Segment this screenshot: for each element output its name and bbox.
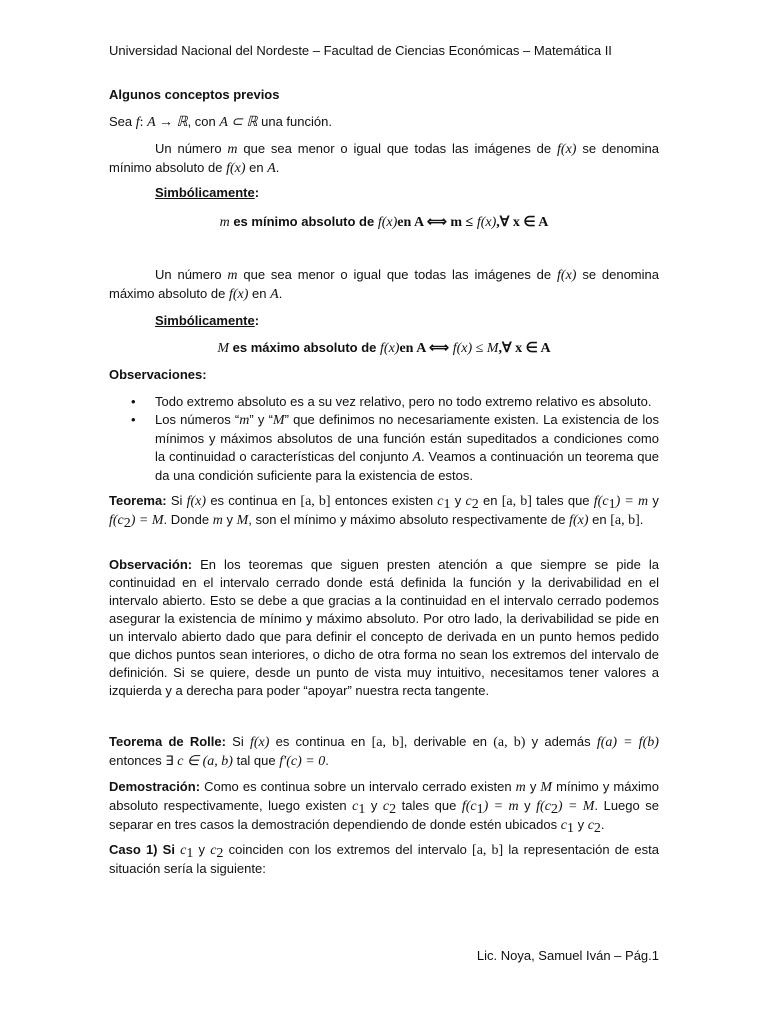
caso1-c2-sub: 2 — [216, 846, 224, 861]
max-formula-forall: ,∀ x ∈ A — [498, 341, 551, 356]
teorema-eq1a: f(c — [593, 494, 609, 509]
demo-c1: c — [352, 799, 359, 814]
teorema-eq1-sub: 1 — [608, 497, 616, 512]
caso1-c2: c — [210, 843, 217, 858]
teorema-p5: . Donde — [163, 512, 210, 527]
observacion-label: Observación: — [109, 557, 193, 572]
bullet-2-A: A — [412, 450, 422, 465]
demo-eq2a: f(c — [536, 799, 551, 814]
teorema-p4: tales que — [536, 493, 590, 508]
demo-m: m — [515, 780, 526, 795]
rolle-p3: , derivable en — [403, 734, 488, 749]
teorema-M: M — [236, 513, 249, 528]
section-title — [109, 86, 659, 104]
observaciones-title — [109, 366, 659, 384]
bullet-1-text: Todo extremo absoluto es a su vez relativo, pero no todo extremo relativo es absoluto. — [155, 394, 652, 409]
teorema-en2: en — [592, 512, 607, 527]
observaciones-title-text: Observaciones: — [109, 367, 207, 382]
simbolicamente-label-2 — [155, 312, 455, 330]
simbolicamente-label-1 — [155, 184, 455, 202]
min-def-fx2: f(x) — [226, 161, 246, 176]
max-def-p2: que sea menor o igual que todas las imágenes de — [243, 267, 552, 282]
bullet-2-c: ” que definimos no necesariamente existen. La existencia de los mínimos y máximos absolutos de una función están supeditados a condiciones como la continuidad o características del conjunto — [155, 412, 659, 464]
caso1-p2: la representación de esta situación sería la siguiente: — [109, 842, 659, 876]
demo-c4: c — [587, 818, 594, 833]
rolle-dot: . — [325, 753, 329, 768]
teorema-ab2: [a, b] — [501, 494, 532, 509]
max-formula-m: M — [217, 341, 230, 356]
teorema-eq2-sub: 2 — [123, 516, 131, 531]
section-title-text: Algunos conceptos previos — [109, 87, 280, 102]
min-formula — [109, 213, 659, 232]
max-formula-en-a: en A ⟺ — [399, 341, 450, 356]
page-footer — [109, 947, 659, 965]
max-def-m: m — [227, 268, 238, 283]
max-def-fx2: f(x) — [228, 287, 249, 302]
teorema-fx2: f(x) — [569, 513, 589, 528]
min-def-fx: f(x) — [557, 142, 577, 157]
max-def-p1: Un número — [155, 267, 222, 282]
teorema-eq1b: ) = m — [615, 494, 649, 509]
teorema-c1-sub: 1 — [443, 497, 451, 512]
max-def-fx: f(x) — [557, 268, 577, 283]
demo-p2: mínimo y máximo absoluto respectivamente, luego existen — [109, 779, 659, 813]
caso1-paragraph — [109, 841, 659, 878]
min-formula-forall: ,∀ x ∈ A — [496, 215, 549, 230]
bullet-2-a: Los números “ — [155, 412, 240, 427]
min-formula-en-a: en A ⟺ m ≤ — [397, 215, 474, 230]
teorema-p2: es continua en — [210, 493, 297, 508]
demo-p1: Como es continua sobre un intervalo cerrado existen — [204, 779, 512, 794]
max-def-dot: . — [278, 286, 283, 301]
max-def-a: A — [270, 287, 279, 302]
rolle-p5: entonces ∃ — [109, 753, 174, 768]
bullet-2-M: M — [272, 413, 285, 428]
rolle-p1: Si — [232, 734, 244, 749]
teorema-eq2a: f(c — [109, 513, 124, 528]
min-def-p3: se denomina mínimo absoluto de — [109, 141, 659, 175]
intro-con: , con — [187, 114, 216, 129]
caso1-p1: coinciden con los extremos del intervalo — [228, 842, 467, 857]
observaciones-list — [109, 393, 659, 485]
max-formula — [109, 339, 659, 358]
demo-c3-sub: 1 — [566, 821, 574, 836]
caso1-ab: [a, b] — [472, 843, 504, 858]
teorema-y2: y — [652, 493, 659, 508]
footer-text: Lic. Noya, Samuel Iván – Pág.1 — [476, 948, 659, 963]
demo-eq2-sub: 2 — [550, 802, 558, 817]
min-definition — [109, 140, 659, 178]
rolle-deriv: f′(c) = 0 — [279, 754, 326, 769]
intro-f: f — [135, 115, 140, 130]
min-def-en: en — [249, 160, 264, 175]
simb-label-text-1: Simbólicamente — [155, 185, 255, 200]
intro-line — [109, 113, 659, 132]
teorema-p3: entonces existen — [334, 493, 434, 508]
rolle-oab: (a, b) — [493, 735, 526, 750]
rolle-paragraph — [109, 733, 659, 771]
intro-colon: : — [139, 115, 144, 130]
max-def-p3: se denomina máximo absoluto de — [109, 267, 659, 301]
demo-eq1b: ) = m — [483, 799, 519, 814]
rolle-fx: f(x) — [249, 735, 270, 750]
min-def-a: A — [267, 161, 276, 176]
rolle-c: c ∈ (a, b) — [177, 754, 233, 769]
teorema-c1: c — [437, 494, 444, 509]
demo-M: M — [540, 780, 553, 795]
demo-eq1a: f(c — [461, 799, 477, 814]
rolle-p6: tal que — [236, 753, 276, 768]
bullet-2-m: m — [239, 413, 250, 428]
demo-eq1-sub: 1 — [476, 802, 484, 817]
intro-una: una función. — [261, 114, 332, 129]
caso1-label: Caso 1) Si — [109, 842, 175, 857]
bullet-2-b: ” y “ — [249, 412, 273, 427]
min-formula-text: es mínimo absoluto de — [233, 214, 375, 229]
intro-subset: A ⊂ ℝ — [219, 115, 258, 130]
min-formula-fx2: f(x) — [476, 215, 497, 230]
teorema-paragraph — [109, 492, 659, 530]
teorema-c2: c — [465, 494, 472, 509]
teorema-fx: f(x) — [186, 494, 207, 509]
simb-label-text-2: Simbólicamente — [155, 313, 255, 328]
demo-c2: c — [382, 799, 390, 814]
teorema-en: en — [482, 493, 498, 508]
intro-map: A → ℝ — [147, 115, 188, 130]
bullet-2-d: . Veamos a continuación un teorema que da una condición suficiente para la existencia de estos. — [155, 449, 659, 483]
rolle-p2: es continua en — [275, 734, 366, 749]
simb-colon-2: : — [254, 313, 260, 328]
demo-y: y — [529, 779, 537, 794]
teorema-label: Teorema: — [109, 493, 167, 508]
simb-colon-1: : — [254, 185, 260, 200]
observacion-paragraph — [109, 556, 659, 700]
min-def-p2: que sea menor o igual que todas las imágenes de — [243, 141, 552, 156]
teorema-p1: Si — [170, 493, 183, 508]
demo-p4: . Luego se separar en tres casos la demostración dependiendo de donde estén ubicados — [109, 798, 659, 832]
min-def-dot: . — [275, 160, 280, 175]
demostracion-paragraph — [109, 778, 659, 835]
demo-p3: tales que — [401, 798, 457, 813]
teorema-eq2b: ) = M — [130, 513, 164, 528]
teorema-ab: [a, b] — [300, 494, 331, 509]
teorema-p6: , son el mínimo y máximo absoluto respectivamente de — [248, 512, 566, 527]
rolle-eq: f(a) = f(b) — [596, 735, 659, 750]
demo-c2-sub: 2 — [389, 802, 397, 817]
max-definition — [109, 266, 659, 304]
observacion-text: En los teoremas que siguen presten atención a que siempre se pide la continuidad en el intervalo cerrado donde está definida la función y la derivabilidad en el intervalo abierto. Esto se debe a que gracias a la continuidad en el intervalo cerrado podemos asegurar la existencia de mínimo y máximo absoluto. Por otro lado, la derivabilidad se pide en un intervalo abierto dado que para definir el concepto de derivada en un punto hemos pedido que dichos puntos sean interiores, o dicho de otra forma no sean los extremos del intervalo de definición. Si se quiere, desde un punto de vista muy intuitivo, necesitamos tener valores a izquierda y a derecha para poder “apoyar” nuestra recta tangente. — [109, 557, 659, 698]
demo-y3: y — [524, 798, 531, 813]
teorema-y: y — [454, 493, 462, 508]
max-def-en: en — [252, 286, 267, 301]
demo-y2: y — [370, 798, 378, 813]
teorema-y3: y — [226, 512, 233, 527]
demo-c1-sub: 1 — [358, 802, 366, 817]
teorema-c2-sub: 2 — [471, 497, 479, 512]
min-formula-m: m — [219, 215, 230, 230]
intro-sea: Sea — [109, 114, 133, 129]
max-formula-fx: f(x) — [380, 341, 400, 356]
demo-c4-sub: 2 — [593, 821, 601, 836]
min-def-m: m — [227, 142, 238, 157]
caso1-c1-sub: 1 — [186, 846, 194, 861]
demo-y4: y — [577, 817, 585, 832]
rolle-ab: [a, b] — [371, 735, 404, 750]
demo-dot: . — [600, 817, 605, 832]
demo-label: Demostración: — [109, 779, 201, 794]
max-formula-text: es máximo absoluto de — [232, 340, 377, 355]
rolle-label: Teorema de Rolle: — [109, 734, 226, 749]
caso1-y: y — [198, 842, 206, 857]
teorema-dot: . — [639, 512, 644, 527]
min-formula-fx: f(x) — [377, 215, 398, 230]
page-header — [109, 42, 659, 60]
list-item — [109, 411, 659, 485]
max-formula-fx2: f(x) ≤ M — [452, 341, 499, 356]
demo-c3: c — [560, 818, 567, 833]
min-def-p1: Un número — [155, 141, 222, 156]
caso1-c1: c — [180, 843, 187, 858]
list-item — [109, 393, 659, 411]
teorema-m: m — [212, 513, 223, 528]
header-text: Universidad Nacional del Nordeste – Facultad de Ciencias Económicas – Matemática II — [109, 43, 612, 58]
demo-eq2b: ) = M — [557, 799, 595, 814]
rolle-p4: y además — [531, 734, 591, 749]
teorema-ab3: [a, b] — [610, 513, 640, 528]
